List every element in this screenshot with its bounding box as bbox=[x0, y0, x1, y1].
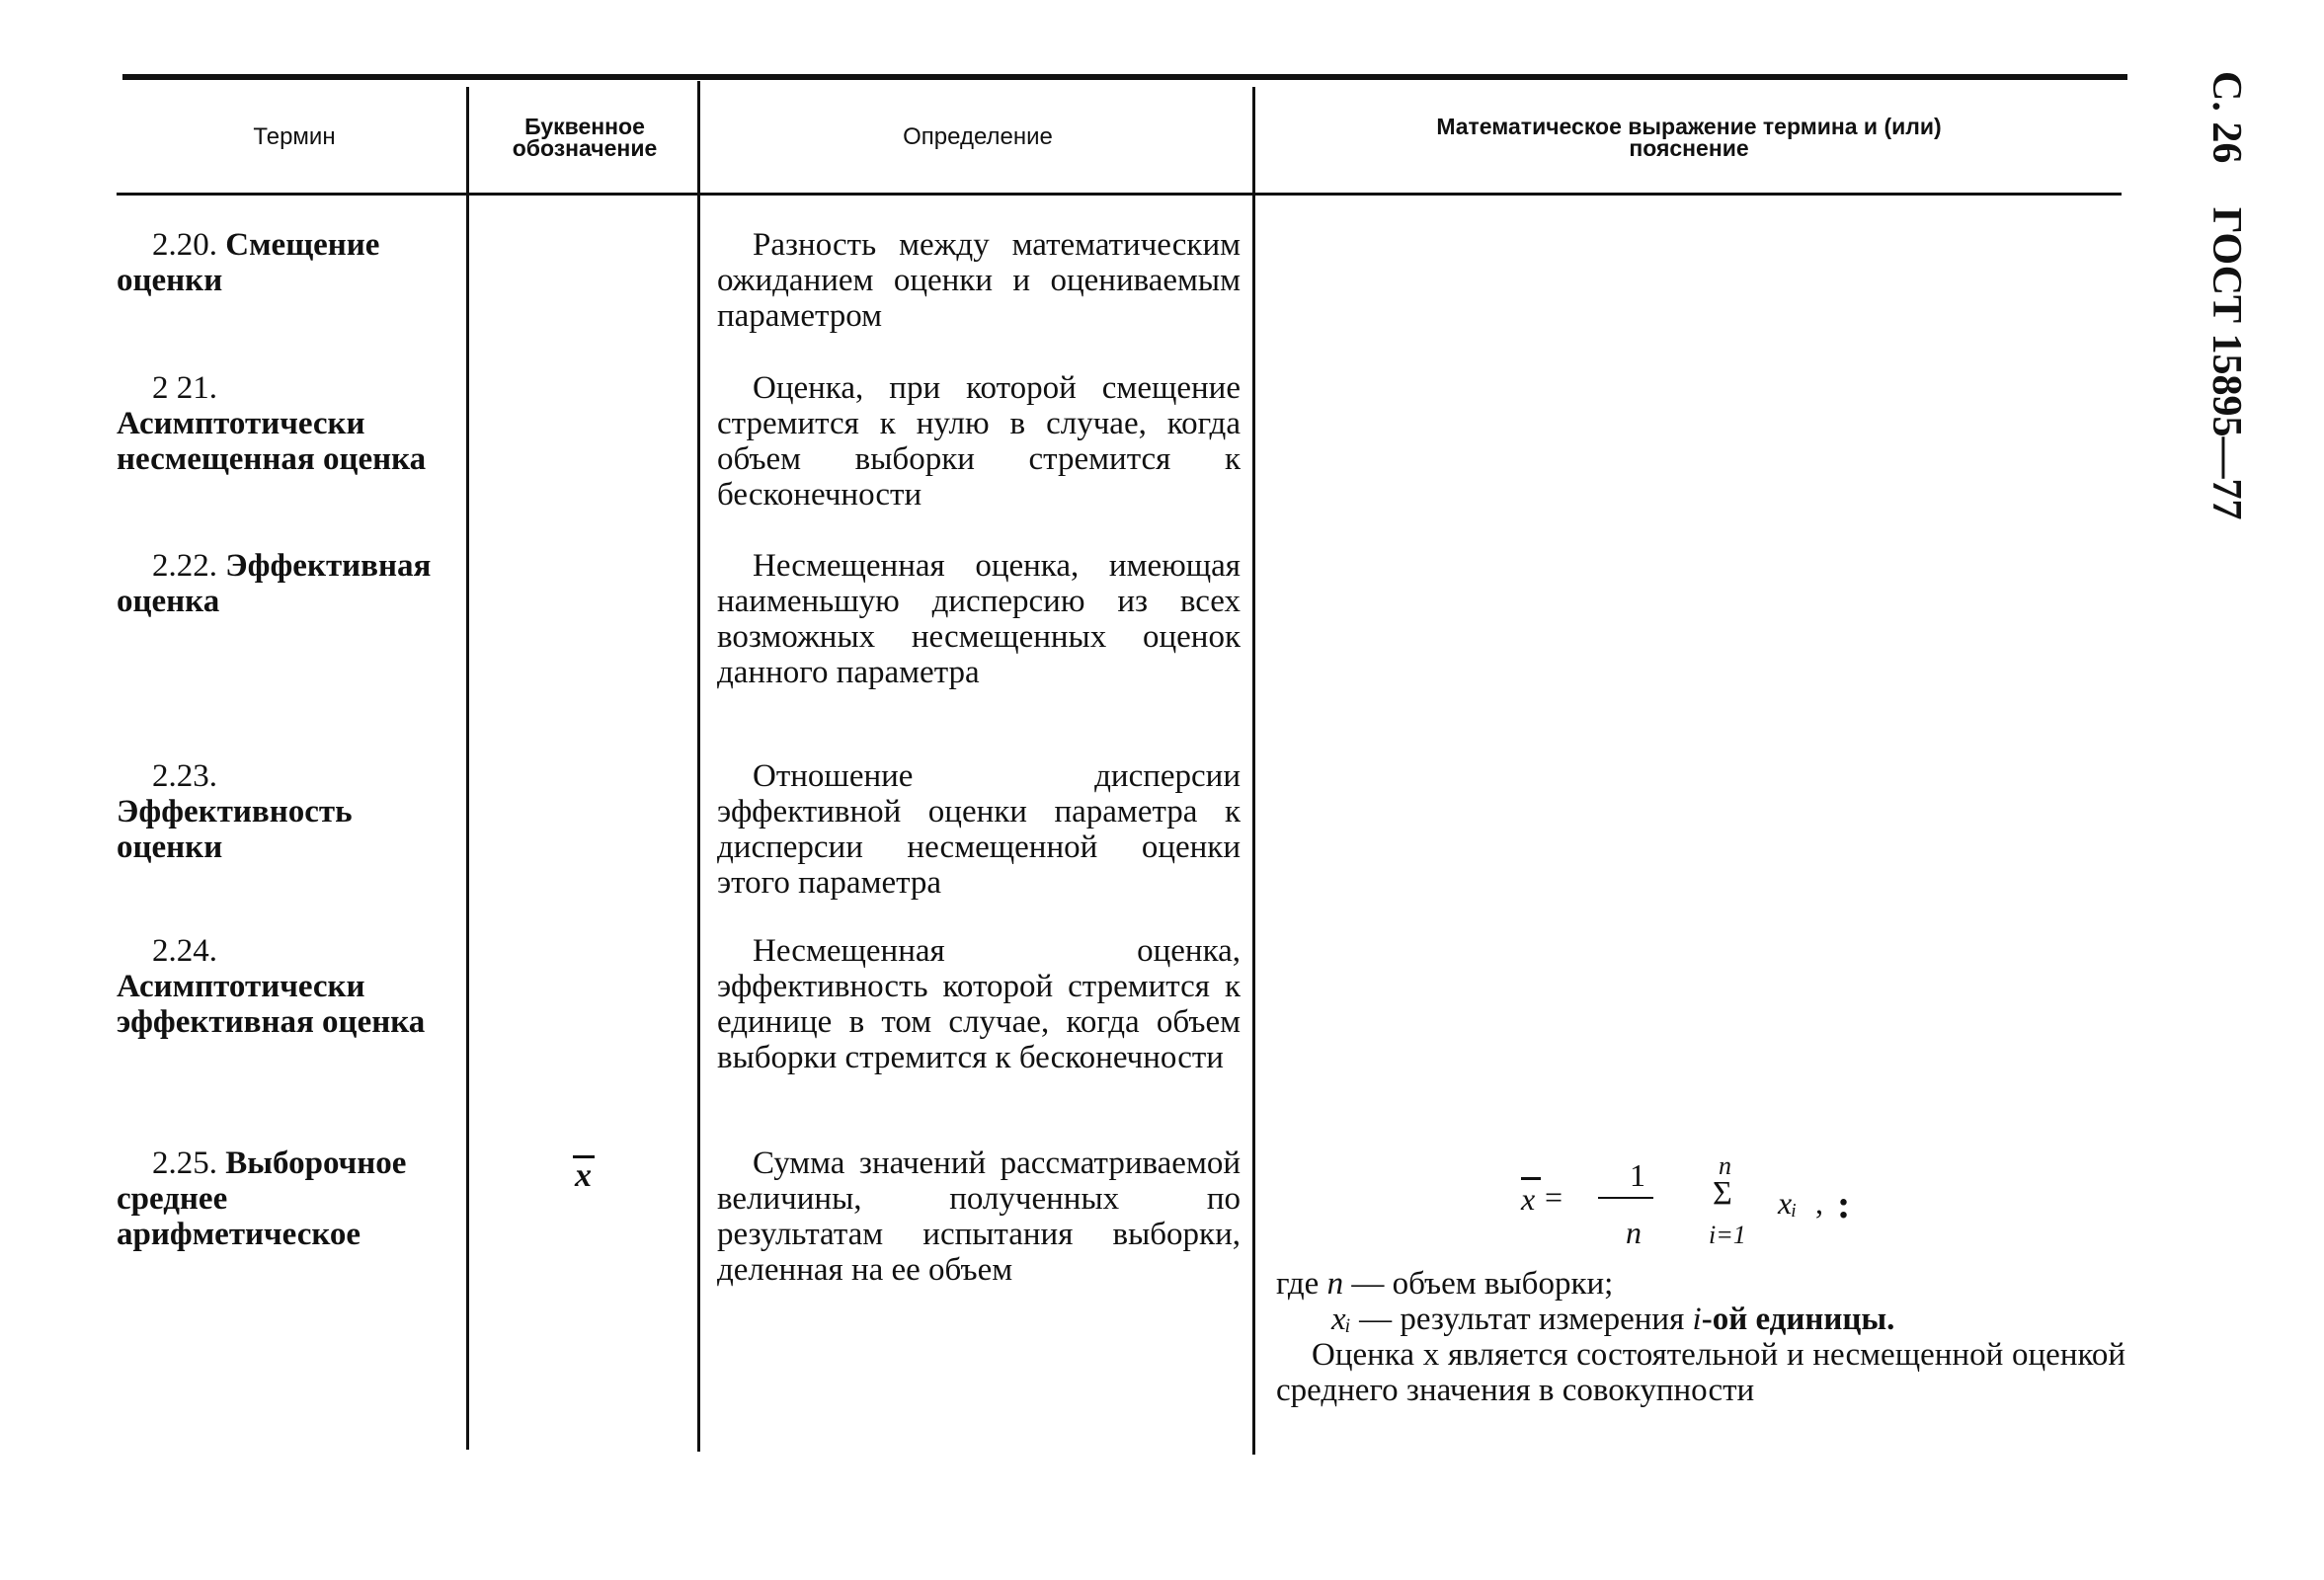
definition-2-22: Несмещенная оценка, имеющая наименьшую дисперсию из всех возможных несмещенных оценок данного параметра bbox=[717, 548, 1241, 690]
symbol-x-bar: x bbox=[565, 1153, 604, 1193]
definition-2-23: Отношение дисперсии эффективной оценки параметра к дисперсии несмещенной оценки этого параметра bbox=[717, 758, 1241, 901]
header-term: Термин bbox=[253, 123, 336, 150]
side-header bbox=[2204, 71, 2250, 624]
column-divider-2 bbox=[697, 81, 700, 1452]
definition-2-25: Сумма значений рассматриваемой величины, полученных по результатам испытания выборки, деленная на ее объем bbox=[717, 1146, 1241, 1288]
term-2-20: 2.20. Смещение оценки bbox=[117, 227, 380, 298]
table-header-rule bbox=[117, 193, 2122, 196]
definition-2-21: Оценка, при которой смещение стремится к нулю в случае, когда объем выборки стремится к бесконечности bbox=[717, 370, 1241, 513]
explanation-line-1: где n — объем выборки; bbox=[1276, 1266, 1614, 1302]
definition-2-20: Разность между математическим ожиданием оценки и оцениваемым параметром bbox=[717, 227, 1241, 334]
formula-overline bbox=[1521, 1177, 1541, 1180]
explanation-line-2: xᵢ — результат измерения i-ой единицы. bbox=[1331, 1302, 1895, 1337]
sum-sign: Σ bbox=[1713, 1175, 1732, 1212]
column-divider-3 bbox=[1252, 87, 1255, 1455]
term-2-23: 2.23. Эффективность оценки bbox=[117, 758, 353, 865]
term-2-22: 2.22. Эффективная оценка bbox=[117, 548, 432, 619]
standard-id: ГОСТ 15895—77 bbox=[2204, 206, 2249, 520]
header-definition: Определение bbox=[903, 123, 1053, 150]
header-symbol: Буквенное обозначение bbox=[512, 114, 658, 161]
page-number: С. 26 bbox=[2204, 71, 2249, 164]
table-top-rule bbox=[122, 74, 2127, 80]
term-2-25: 2.25. Выборочное среднее арифметическое bbox=[117, 1146, 407, 1252]
mean-formula: x = 1 n n Σ i=1 xᵢ , : bbox=[1521, 1151, 1851, 1250]
term-2-24: 2.24. Асимптотически эффективная оценка bbox=[117, 933, 426, 1040]
fraction-bar bbox=[1598, 1197, 1653, 1199]
definition-2-24: Несмещенная оценка, эффективность которой стремится к единице в том случае, когда объем выборки стремится к бесконечности bbox=[717, 933, 1241, 1075]
column-divider-1 bbox=[466, 87, 469, 1450]
header-expression: Математическое выражение термина и (или) пояснение bbox=[1436, 114, 1942, 161]
explanation-line-3: Оценка x является состоятельной и несмещенной оценкой среднего значения в совокупности bbox=[1276, 1337, 2125, 1408]
term-2-21: 2 21. Асимптотически несмещенная оценка bbox=[117, 370, 427, 477]
